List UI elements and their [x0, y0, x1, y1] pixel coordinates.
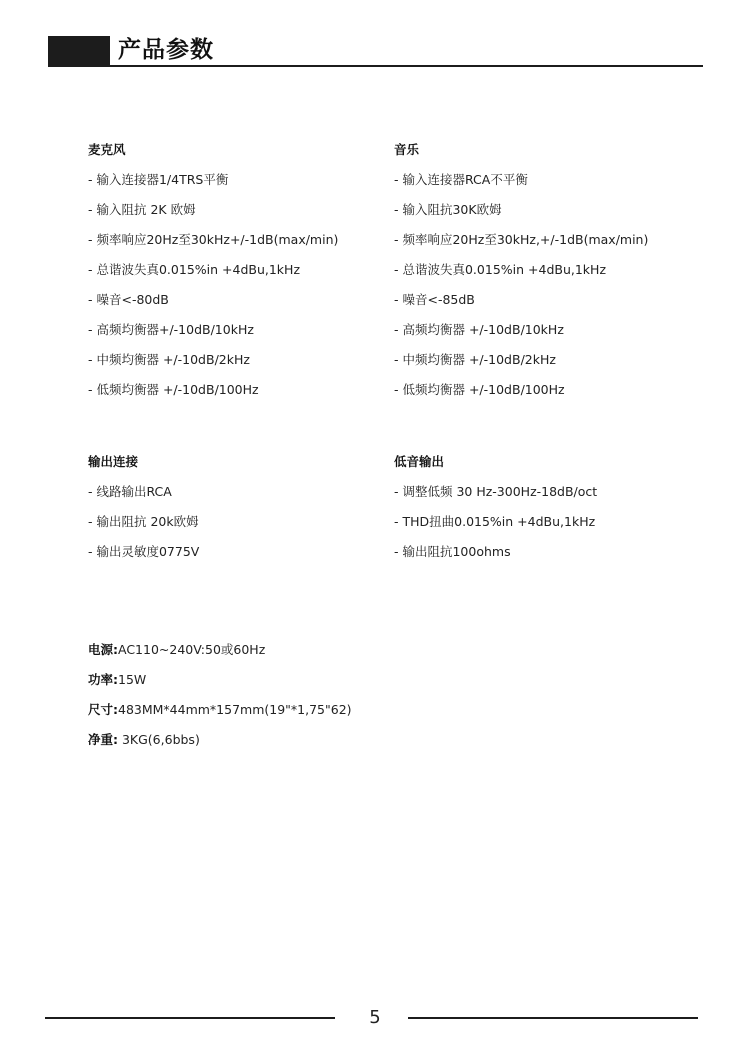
section-microphone [88, 140, 338, 410]
spec-value: 3KG(6,6bbs) [118, 732, 200, 747]
spec-item: - 输出阻抗 20k欧姆 [88, 514, 199, 529]
spec-power [88, 640, 352, 670]
page-title: 产品参数 [118, 37, 214, 63]
section-bass-output [394, 452, 597, 572]
spec-weight [88, 730, 352, 760]
spec-item: - THD扭曲0.015%in +4dBu,1kHz [394, 514, 596, 529]
spec-item: - 输出灵敏度0775V [88, 544, 200, 559]
spec-item: - 低频均衡器 +/-10dB/100Hz [394, 382, 565, 397]
spec-item: - 输入阻抗30K欧姆 [394, 202, 502, 217]
spec-item: - 输入连接器RCA不平衡 [394, 172, 528, 187]
spec-value: 483MM*44mm*157mm(19"*1,75"62) [118, 702, 352, 717]
spec-label: 功率: [88, 672, 118, 687]
spec-item: - 噪音<-80dB [88, 292, 169, 307]
spec-item: - 高频均衡器+/-10dB/10kHz [88, 322, 254, 337]
section-title: 低音输出 [394, 454, 445, 469]
section-music [394, 140, 648, 410]
spec-label: 净重: [88, 732, 118, 747]
spec-item: - 总谐波失真0.015%in +4dBu,1kHz [394, 262, 606, 277]
footer-rule-right [408, 1017, 698, 1019]
spec-item: - 输入阻抗 2K 欧姆 [88, 202, 196, 217]
section-title: 输出连接 [88, 454, 139, 469]
spec-item: - 噪音<-85dB [394, 292, 475, 307]
spec-item: - 线路输出RCA [88, 484, 172, 499]
spec-label: 电源: [88, 642, 118, 657]
spec-dimensions [88, 700, 352, 730]
spec-value: AC110~240V:50或60Hz [118, 642, 266, 657]
spec-item: - 调整低频 30 Hz-300Hz-18dB/oct [394, 484, 598, 499]
spec-item: - 低频均衡器 +/-10dB/100Hz [88, 382, 259, 397]
header-divider [48, 65, 703, 67]
section-title: 音乐 [394, 142, 420, 157]
spec-item: - 输出阻抗100ohms [394, 544, 511, 559]
spec-item: - 中频均衡器 +/-10dB/2kHz [394, 352, 556, 367]
spec-label: 尺寸: [88, 702, 118, 717]
spec-value: 15W [118, 672, 147, 687]
spec-item: - 频率响应20Hz至30kHz+/-1dB(max/min) [88, 232, 339, 247]
page-number: 5 [369, 1007, 381, 1028]
spec-wattage [88, 670, 352, 700]
header-black-block [48, 36, 110, 66]
spec-item: - 高频均衡器 +/-10dB/10kHz [394, 322, 564, 337]
spec-item: - 总谐波失真0.015%in +4dBu,1kHz [88, 262, 300, 277]
spec-item: - 输入连接器1/4TRS平衡 [88, 172, 229, 187]
footer-rule-left [45, 1017, 335, 1019]
spec-item: - 频率响应20Hz至30kHz,+/-1dB(max/min) [394, 232, 649, 247]
general-specs [88, 640, 352, 760]
section-title: 麦克风 [88, 142, 126, 157]
section-output-connection [88, 452, 199, 572]
spec-item: - 中频均衡器 +/-10dB/2kHz [88, 352, 250, 367]
